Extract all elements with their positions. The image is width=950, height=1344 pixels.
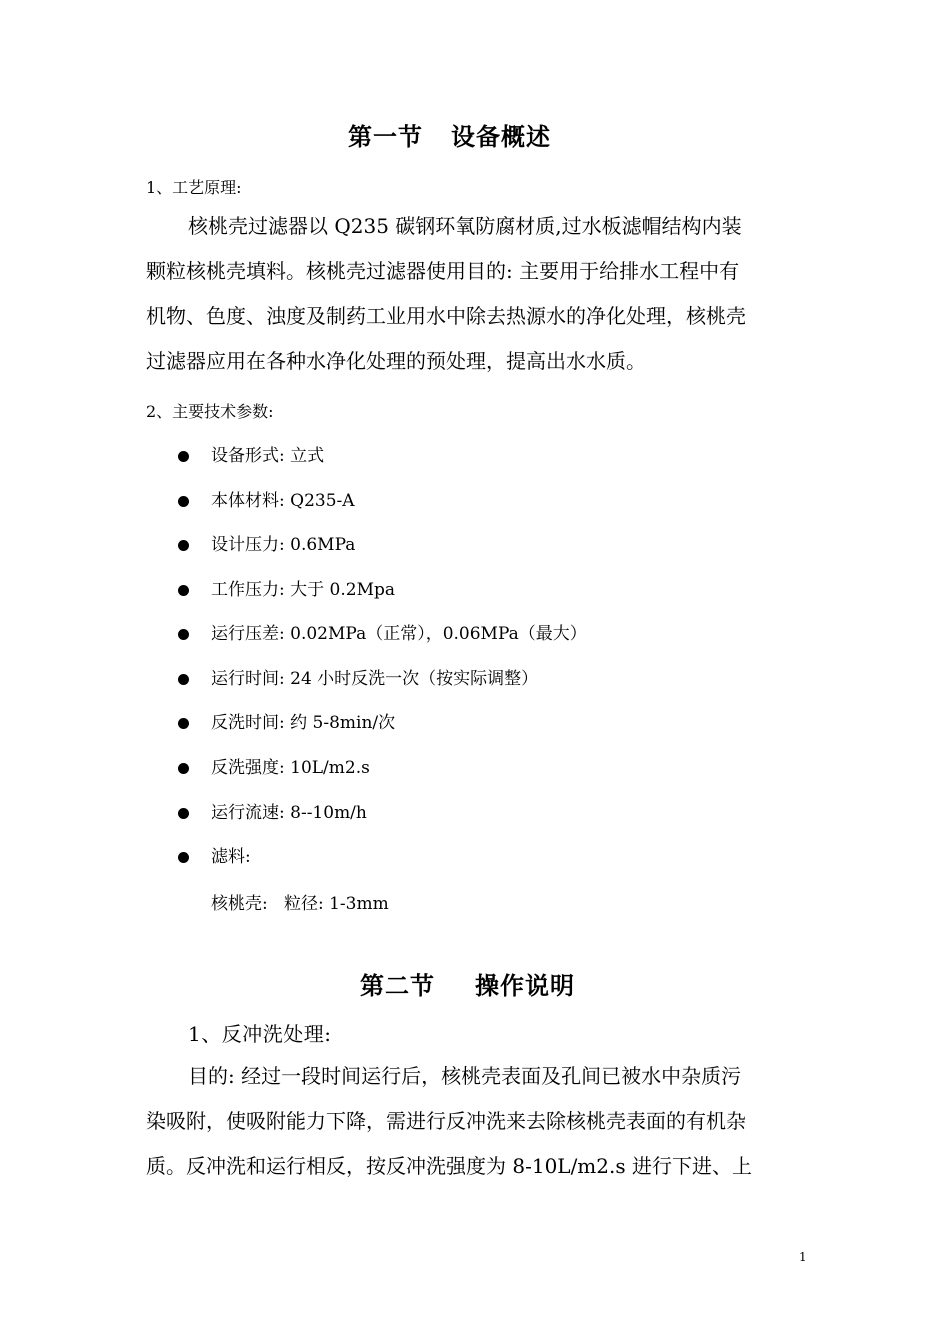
- section1-title-number: 第一节: [348, 122, 423, 151]
- section1-item1-paragraph: [146, 204, 811, 384]
- paragraph-line: 质。反冲洗和运行相反，按反冲洗强度为 8-10L/m2.s 进行下进、上: [146, 1154, 752, 1178]
- paragraph-line: 目的: 经过一段时间运行后，核桃壳表面及孔间已被水中杂质污: [188, 1064, 742, 1088]
- paragraph-line: 染吸附，使吸附能力下降，需进行反冲洗来去除核桃壳表面的有机杂: [146, 1109, 746, 1133]
- section2-item1-paragraph: [146, 1054, 811, 1189]
- bullet-icon: [178, 540, 189, 551]
- paragraph-line: 颗粒核桃壳填料。核桃壳过滤器使用目的: 主要用于给排水工程中有: [146, 259, 740, 283]
- list-item-text: 反洗强度: 10L/m2.s: [211, 758, 370, 778]
- list-item-text: 反洗时间: 约 5-8min/次: [211, 713, 396, 733]
- bullet-icon: [178, 852, 189, 863]
- bullet-icon: [178, 674, 189, 685]
- list-item-text: 运行流速: 8--10m/h: [211, 803, 367, 823]
- bullet-icon: [178, 808, 189, 819]
- bullet-icon: [178, 763, 189, 774]
- section1-title-text: 设备概述: [451, 122, 551, 151]
- section2-title: [360, 966, 575, 1001]
- list-item-text: 滤料:: [211, 847, 251, 867]
- paragraph-line: 机物、色度、浊度及制药工业用水中除去热源水的净化处理，核桃壳: [146, 304, 746, 328]
- list-item-text: 工作压力: 大于 0.2Mpa: [211, 580, 395, 600]
- page-number: 1: [799, 1250, 807, 1264]
- section2-title-text: 操作说明: [475, 971, 575, 1000]
- list-item-text: 运行压差: 0.02MPa（正常），0.06MPa（最大）: [211, 624, 587, 644]
- bullet-icon: [178, 629, 189, 640]
- bullet-icon: [178, 585, 189, 596]
- list-item-text: 运行时间: 24 小时反洗一次（按实际调整）: [211, 669, 539, 689]
- section2-item1-heading: 1、反冲洗处理:: [188, 1022, 332, 1046]
- bullet-icon: [178, 718, 189, 729]
- filter-media-detail: 核桃壳: 粒径: 1-3mm: [211, 894, 389, 914]
- paragraph-line: 核桃壳过滤器以 Q235 碳钢环氧防腐材质,过水板滤帽结构内装: [188, 214, 742, 238]
- list-item-text: 设计压力: 0.6MPa: [211, 535, 356, 555]
- bullet-icon: [178, 451, 189, 462]
- section1-item1-heading: 1、工艺原理:: [146, 178, 242, 197]
- list-item-text: 设备形式: 立式: [211, 446, 325, 466]
- bullet-icon: [178, 496, 189, 507]
- list-item-text: 本体材料: Q235-A: [211, 491, 355, 511]
- section1-item2-heading: 2、主要技术参数:: [146, 402, 274, 421]
- section2-title-number: 第二节: [360, 971, 435, 1000]
- section1-title: [348, 117, 551, 152]
- paragraph-line: 过滤器应用在各种水净化处理的预处理，提高出水水质。: [146, 349, 646, 373]
